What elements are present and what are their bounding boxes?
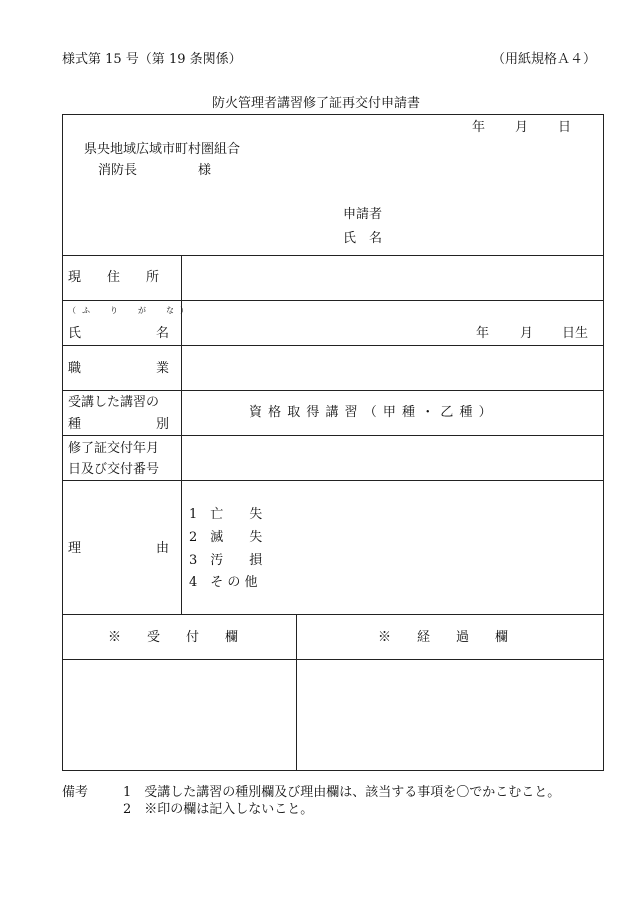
table-border-right — [603, 114, 604, 771]
row-line-6 — [62, 480, 604, 481]
cert-label-line2: 日及び交付番号 — [68, 462, 160, 477]
reason-label-last: 由 — [156, 541, 170, 556]
note-item-1: 1 受講した講習の種別欄及び理由欄は、該当する事項を〇でかこむこと。 — [123, 785, 561, 800]
addressee-org: 県央地域広域市町村圏組合 — [84, 142, 241, 157]
reception-column-header: ※ 受 付 欄 — [108, 630, 239, 645]
table-border-bottom — [62, 770, 604, 771]
occupation-label-first: 職 — [68, 361, 82, 376]
form-number: 様式第 15 号（第 19 条関係） — [62, 52, 242, 67]
notes-label: 備考 — [62, 785, 89, 800]
row-line-3 — [62, 345, 604, 346]
furigana-label: （ふ り が な） — [68, 306, 194, 315]
progress-column-header: ※ 経 過 欄 — [378, 630, 509, 645]
paper-size: （用紙規格Ａ４） — [492, 52, 597, 67]
row-line-8 — [62, 659, 604, 660]
document-title: 防火管理者講習修了証再交付申請書 — [212, 96, 421, 111]
occupation-label-last: 業 — [156, 361, 170, 376]
course-value: 資 格 取 得 講 習 （ 甲 種 ・ 乙 種 ） — [249, 405, 493, 420]
table-border-top — [62, 114, 604, 115]
birth-month: 月 — [520, 326, 534, 341]
name-label-first: 氏 — [68, 326, 82, 341]
addressee-title: 消防長 — [98, 163, 138, 178]
reason-option-4: 4 そ の 他 — [189, 575, 258, 590]
applicant-name-label: 氏 名 — [343, 231, 383, 246]
date-year: 年 — [472, 120, 486, 135]
reason-option-3: 3 汚 損 — [189, 553, 263, 568]
birth-year: 年 — [476, 326, 490, 341]
reason-option-2: 2 滅 失 — [189, 530, 263, 545]
birth-day: 日生 — [562, 326, 589, 341]
row-line-2 — [62, 300, 604, 301]
reason-option-1: 1 亡 失 — [189, 507, 263, 522]
note-item-2: 2 ※印の欄は記入しないこと。 — [123, 802, 314, 817]
row-line-7 — [62, 614, 604, 615]
addressee-suffix: 様 — [198, 163, 212, 178]
applicant-label: 申請者 — [343, 207, 383, 222]
footer-middle-divider — [296, 614, 297, 771]
row-line-1 — [62, 255, 604, 256]
row-line-4 — [62, 390, 604, 391]
course-label-line2-first: 種 — [68, 417, 82, 432]
address-label: 現 住 所 — [68, 270, 160, 285]
reason-label-first: 理 — [68, 541, 82, 556]
course-label-line2-last: 別 — [156, 417, 170, 432]
course-label-line1: 受講した講習の — [68, 395, 160, 410]
name-label-last: 名 — [156, 326, 170, 341]
cert-label-line1: 修了証交付年月 — [68, 441, 160, 456]
date-month: 月 — [515, 120, 529, 135]
row-line-5 — [62, 435, 604, 436]
date-day: 日 — [558, 120, 572, 135]
table-border-left — [62, 114, 63, 771]
